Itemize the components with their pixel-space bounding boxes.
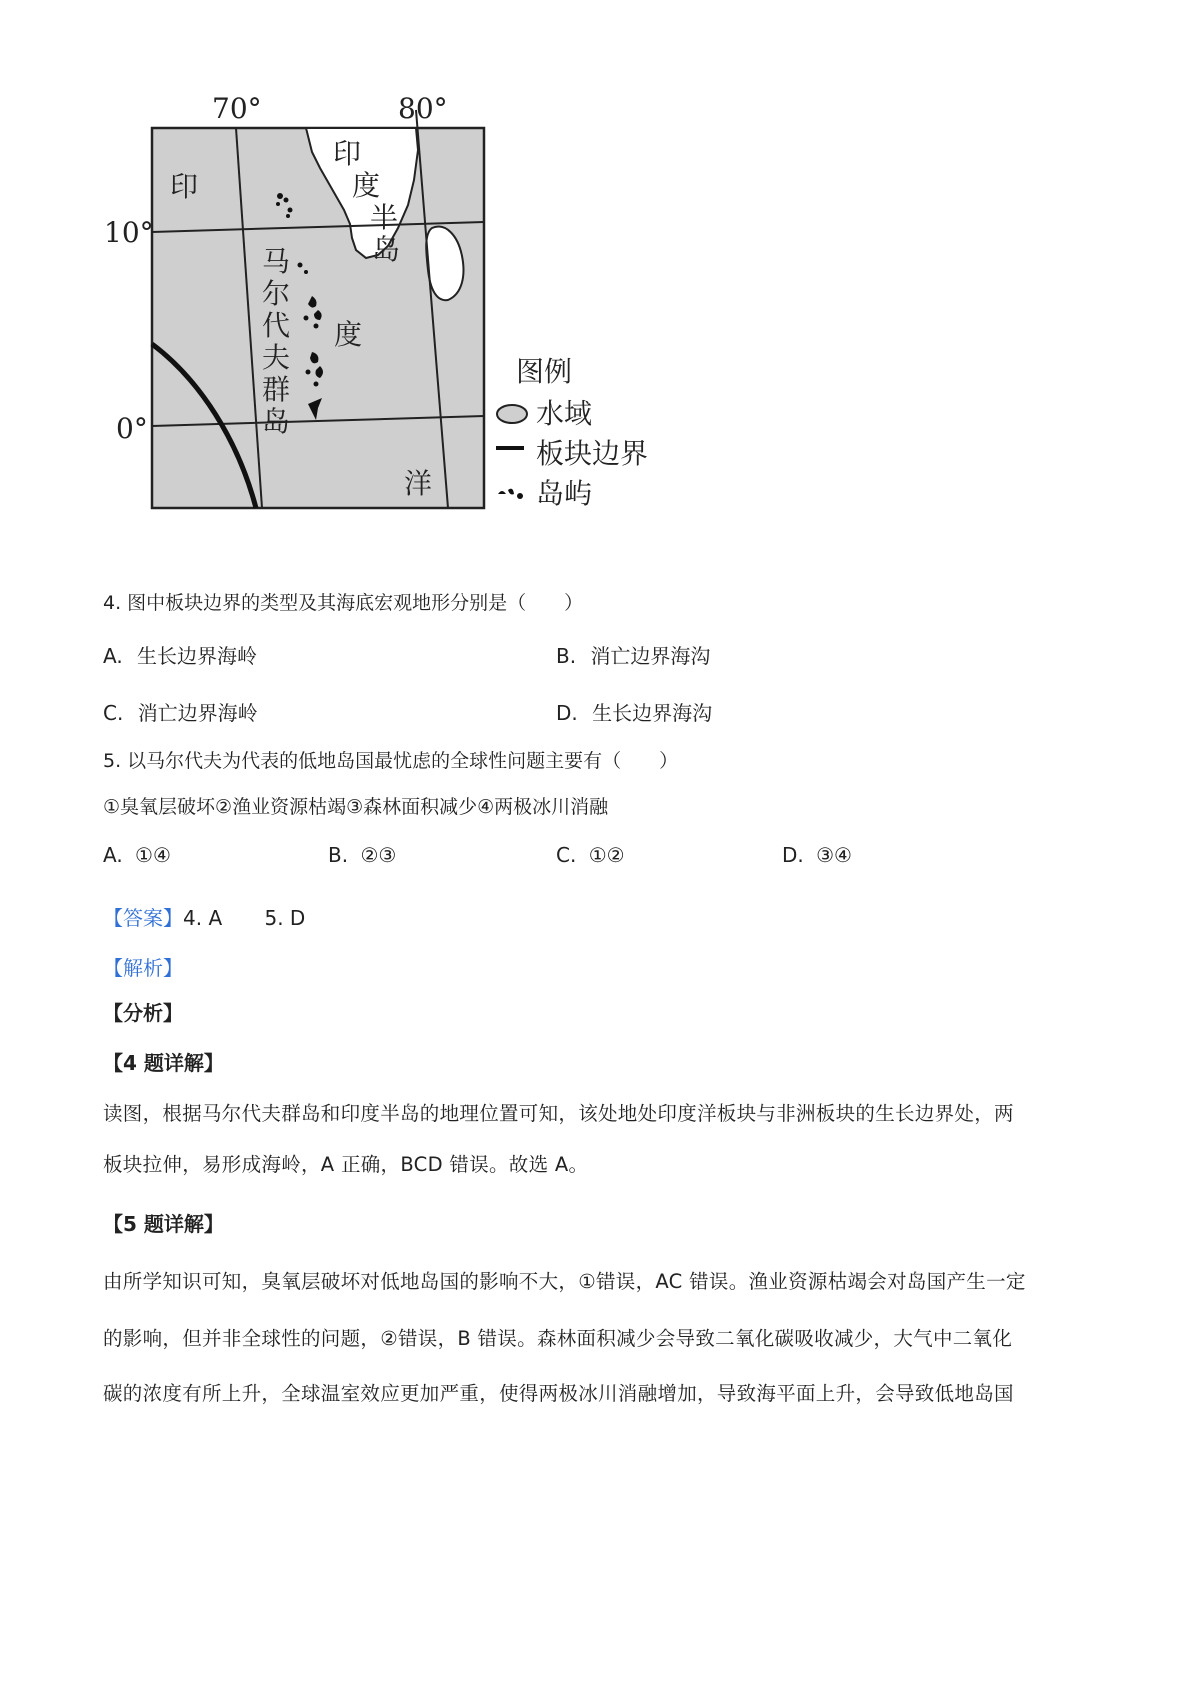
plate-boundary-icon: [494, 440, 530, 456]
legend-label-islands: 岛屿: [536, 477, 593, 510]
lat-label-10: 10°: [104, 216, 154, 249]
option-text: ①②: [588, 843, 625, 867]
label-maldives-4: 夫: [262, 341, 291, 374]
q5-option-b: [328, 843, 396, 867]
answer-5: 5. D: [264, 906, 306, 930]
q4-detail-tag: 【4 题详解】: [103, 1051, 224, 1075]
q5-detail-line-2: 的影响，但并非全球性的问题，②错误，B 错误。森林面积减少会导致二氧化碳吸收减少，大气中二氧化: [103, 1327, 1013, 1350]
option-text: 生长边界海沟: [592, 701, 713, 725]
legend-label-water: 水域: [536, 397, 593, 430]
label-peninsula-4: 岛: [372, 233, 401, 266]
fenxi-tag: 【分析】: [103, 1001, 183, 1025]
question-4-stem: 4. 图中板块边界的类型及其海底宏观地形分别是（ ）: [103, 592, 584, 614]
label-peninsula-2: 度: [352, 169, 381, 202]
q4-option-c: [103, 697, 258, 726]
label-maldives-1: 马: [262, 245, 291, 278]
question-5-stem: 5. 以马尔代夫为代表的低地岛国最忧虑的全球性问题主要有（ ）: [103, 750, 679, 772]
option-letter: D.: [782, 843, 804, 867]
q4-option-a: [103, 640, 257, 669]
answer-4: 4. A: [183, 906, 223, 930]
lon-label-80: 80°: [398, 92, 448, 125]
q4-option-b: [556, 640, 710, 669]
lon-label-70: 70°: [212, 92, 262, 125]
label-peninsula-3: 半: [370, 201, 399, 234]
option-text: ②③: [360, 843, 397, 867]
water-area-icon: [494, 402, 530, 426]
q4-detail-line-2: 板块拉伸，易形成海岭，A 正确，BCD 错误。故选 A。: [103, 1153, 589, 1176]
option-letter: B.: [556, 644, 577, 668]
option-text: 消亡边界海岭: [137, 701, 258, 725]
q5-option-c: [556, 843, 625, 867]
option-letter: B.: [328, 843, 349, 867]
q5-option-a: [103, 843, 171, 867]
answer-tag: 【答案】: [103, 906, 183, 930]
option-text: ①④: [135, 843, 171, 867]
legend-title: 图例: [516, 355, 573, 388]
label-india-ocean-du: 度: [334, 318, 363, 351]
option-letter: A.: [103, 843, 123, 867]
q4-option-d: [556, 697, 712, 726]
option-text: 生长边界海岭: [137, 644, 258, 668]
option-letter: C.: [103, 701, 124, 725]
lat-label-0: 0°: [116, 412, 148, 445]
option-letter: A.: [103, 644, 123, 668]
label-maldives-2: 尔: [262, 277, 291, 310]
label-maldives-6: 岛: [262, 405, 291, 438]
question-5-statements: ①臭氧层破坏②渔业资源枯竭③森林面积减少④两极冰川消融: [103, 796, 609, 818]
map-svg: [0, 0, 720, 580]
label-maldives-3: 代: [262, 309, 291, 342]
answer-line: [103, 902, 305, 931]
analysis-tag: 【解析】: [103, 956, 183, 980]
q5-detail-line-3: 碳的浓度有所上升，全球温室效应更加严重，使得两极冰川消融增加，导致海平面上升，会导致低地岛国: [103, 1382, 1014, 1405]
label-india-ocean-yin: 印: [170, 170, 199, 203]
q5-option-d: [782, 843, 852, 867]
q5-detail-line-1: 由所学知识可知，臭氧层破坏对低地岛国的影响不大，①错误，AC 错误。渔业资源枯竭会对岛国产生一定: [103, 1270, 1026, 1293]
label-maldives-5: 群: [262, 373, 291, 406]
option-letter: D.: [556, 701, 578, 725]
map-figure: [0, 0, 720, 580]
option-text: ③④: [816, 843, 852, 867]
label-india-ocean-yang: 洋: [404, 467, 433, 500]
islands-icon: [494, 480, 530, 504]
q5-detail-tag: 【5 题详解】: [103, 1212, 224, 1236]
option-text: 消亡边界海沟: [590, 644, 711, 668]
q4-detail-line-1: 读图，根据马尔代夫群岛和印度半岛的地理位置可知，该处地处印度洋板块与非洲板块的生长边界处，两: [103, 1102, 1014, 1125]
label-peninsula-1: 印: [333, 137, 362, 170]
option-letter: C.: [556, 843, 577, 867]
legend-label-boundary: 板块边界: [536, 437, 649, 470]
